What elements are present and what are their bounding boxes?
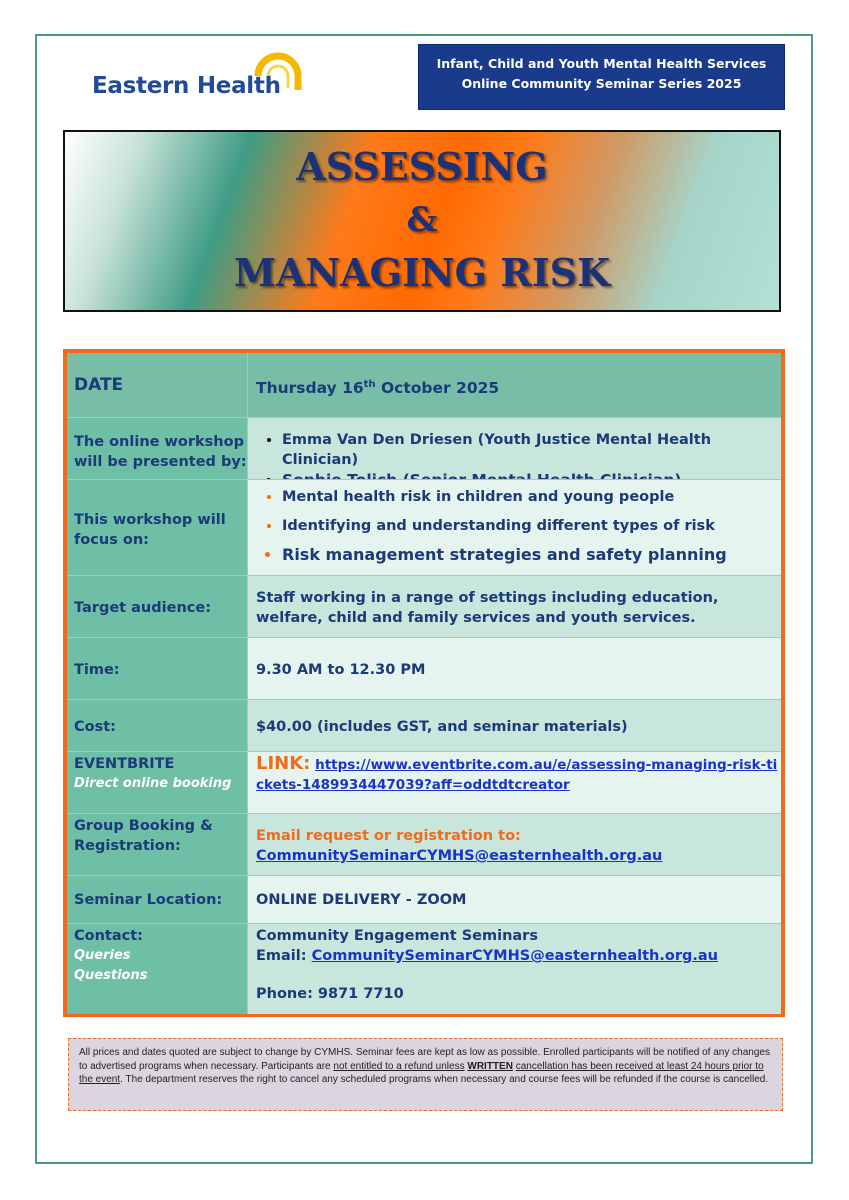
series-line-2: Online Community Seminar Series 2025 — [461, 76, 742, 91]
row-date — [67, 353, 781, 417]
series-line-1: Infant, Child and Youth Mental Health Services — [436, 56, 767, 71]
location-value: ONLINE DELIVERY - ZOOM — [256, 892, 467, 908]
contact-email-line: Email: CommunitySeminarCYMHS@easternhealth.org.au — [256, 948, 718, 964]
eventbrite-link[interactable]: https://www.eventbrite.com.au/e/assessing-managing-risk-tickets-1489934447039?aff=oddtdtcreator — [256, 757, 778, 793]
audience-value: Staff working in a range of settings including education, welfare, child and family services and youth services. — [256, 590, 719, 626]
row-time — [67, 637, 781, 700]
time-value: 9.30 AM to 12.30 PM — [256, 662, 426, 678]
contact-name: Community Engagement Seminars — [256, 928, 538, 944]
row-eventbrite — [67, 751, 781, 814]
logo-text: Eastern Health — [92, 73, 281, 99]
focus-list — [256, 487, 781, 565]
contact-email-link[interactable]: CommunitySeminarCYMHS@easternhealth.org.au — [311, 948, 718, 964]
group-intro: Email request or registration to: — [256, 828, 521, 844]
presenters-label: The online workshop will be presented by: — [67, 418, 248, 480]
title-line-1: ASSESSING — [296, 144, 548, 189]
cost-label: Cost: — [67, 700, 248, 752]
group-label: Group Booking & Registration: — [67, 814, 248, 876]
row-focus — [67, 479, 781, 576]
contact-phone: Phone: 9871 7710 — [256, 986, 404, 1002]
contact-label: Contact: — [74, 928, 143, 944]
row-location — [67, 875, 781, 924]
event-details-table — [63, 349, 785, 1017]
link-prefix: LINK: — [256, 753, 311, 774]
date-label: DATE — [67, 353, 248, 417]
focus-item: • Risk management strategies and safety planning — [282, 545, 781, 565]
focus-item: • Identifying and understanding different types of risk — [282, 516, 781, 536]
disclaimer-box: All prices and dates quoted are subject to change by CYMHS. Seminar fees are kept as low as possible. Enrolled participants will be notified of any changes to advertised programs when necessary. Participants are not entitled to a refund unless WRITTEN cancellation has been received at least 24 hours prior to the event. The department reserves the right to cancel any scheduled programs when necessary and course fees will be refunded if the course is cancelled. — [68, 1038, 783, 1111]
logo-arc-icon — [252, 46, 304, 98]
audience-label: Target audience: — [67, 576, 248, 638]
title-line-2: & — [406, 200, 438, 240]
title-banner — [63, 130, 781, 312]
eventbrite-label: EVENTBRITE — [74, 756, 175, 772]
contact-sub-queries: Queries — [74, 948, 131, 963]
location-label: Seminar Location: — [67, 876, 248, 924]
row-group-booking — [67, 813, 781, 876]
row-presenters — [67, 417, 781, 480]
focus-item: • Mental health risk in children and young people — [282, 487, 781, 507]
time-label: Time: — [67, 638, 248, 700]
presenter-item: • Emma Van Den Driesen (Youth Justice Mental Health Clinician) — [282, 430, 781, 470]
title-line-3: MANAGING RISK — [233, 250, 611, 295]
seminar-series-banner — [418, 44, 785, 110]
row-contact — [67, 923, 781, 1014]
eastern-health-logo — [92, 50, 312, 110]
date-value: Thursday 16th October 2025 — [256, 379, 500, 398]
row-cost — [67, 699, 781, 752]
eventbrite-sub: Direct online booking — [74, 776, 232, 791]
group-email-link[interactable]: CommunitySeminarCYMHS@easternhealth.org.au — [256, 848, 663, 864]
focus-label: This workshop will focus on: — [67, 480, 248, 576]
row-audience — [67, 575, 781, 638]
cost-value: $40.00 (includes GST, and seminar materials) — [256, 719, 628, 735]
contact-sub-questions: Questions — [74, 968, 148, 983]
